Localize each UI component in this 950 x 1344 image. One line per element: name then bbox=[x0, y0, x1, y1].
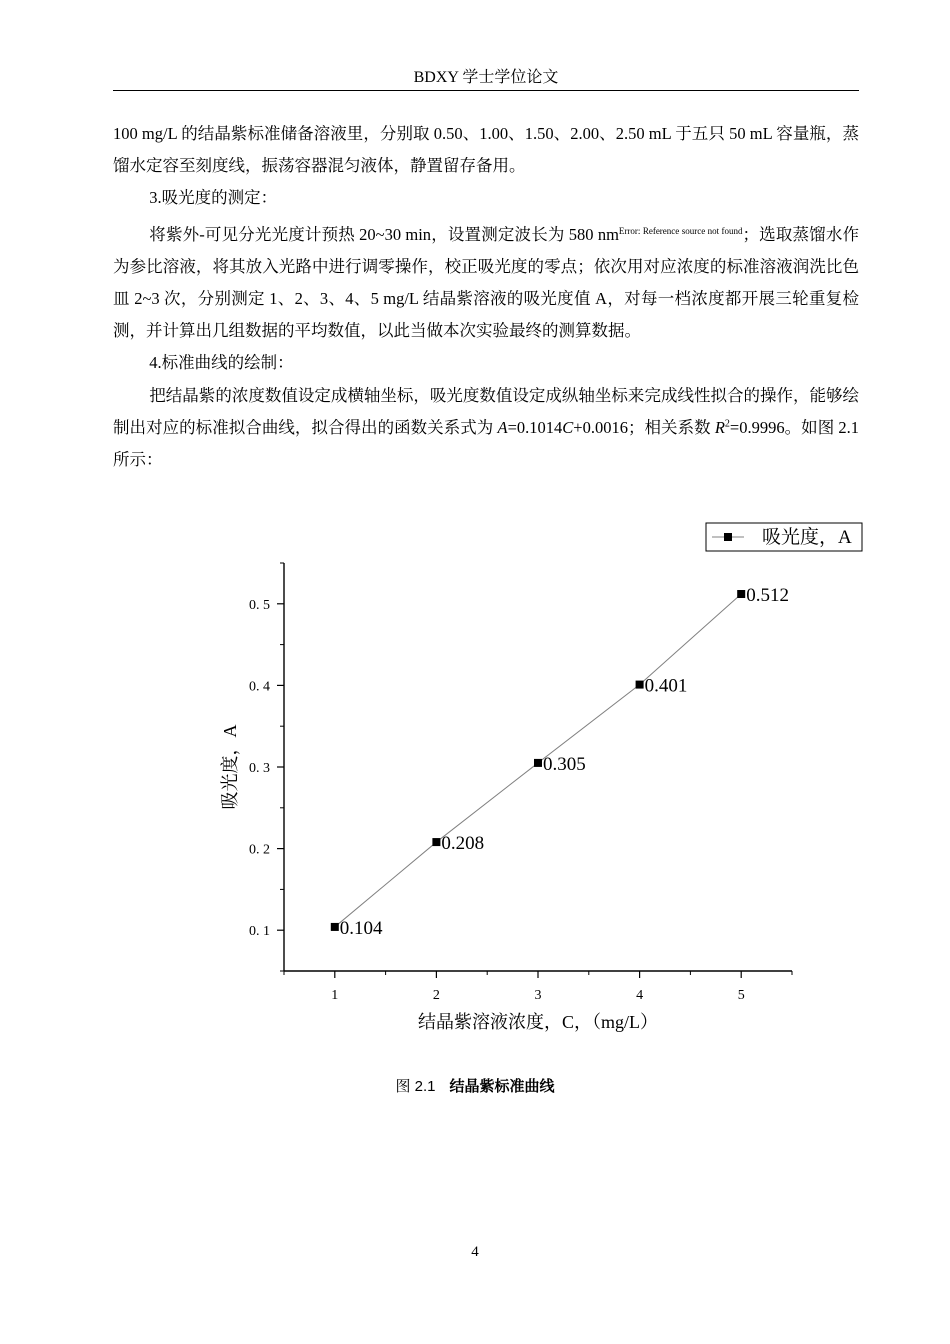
data-label: 0.104 bbox=[339, 917, 383, 939]
body-text bbox=[113, 118, 859, 476]
section-heading-4: 4.标准曲线的绘制： bbox=[149, 353, 294, 373]
legend-marker bbox=[724, 533, 732, 541]
paragraph-2 bbox=[113, 215, 859, 348]
legend-label: 吸光度，A bbox=[762, 527, 852, 548]
figure-caption bbox=[0, 1075, 950, 1096]
y-tick-label: 0. 2 bbox=[249, 842, 270, 858]
standard-curve-chart bbox=[200, 515, 870, 1045]
x-tick-label: 1 bbox=[331, 988, 339, 1003]
paragraph-2-part-b: ；选取蒸馏水作为参比溶液，将其放入光路中进行调零操作，校正吸光度的零点；依次用对应浓度的标准溶液润洗比色皿 2~3 次，分别测定 1、2、3、4、5 mg/L 结晶紫溶液的吸光度值 A，对每一档浓度都开展三轮重复检测，并计算出几组数据的平均数值，以此当做本次实验最终的测算数据。 bbox=[113, 224, 859, 341]
y-tick-label: 0. 5 bbox=[249, 597, 270, 613]
data-point-marker bbox=[737, 590, 745, 598]
chart-svg bbox=[200, 515, 870, 1045]
r-squared-exponent: 2 bbox=[724, 418, 730, 430]
data-point-marker bbox=[534, 759, 542, 767]
data-point-marker bbox=[432, 838, 440, 846]
x-axis-title: 结晶紫溶液浓度，C，（mg/L） bbox=[417, 1012, 659, 1032]
y-tick-label: 0. 3 bbox=[249, 761, 270, 776]
x-tick-label: 2 bbox=[432, 988, 440, 1003]
reference-error: Error: Reference source not found bbox=[618, 225, 743, 236]
equation-end: +0.0016；相关系数 bbox=[573, 417, 715, 437]
equation-mid: =0.1014 bbox=[507, 417, 563, 437]
r-squared-var: R bbox=[714, 417, 725, 437]
equation-var-c: C bbox=[562, 417, 574, 437]
data-label: 0.512 bbox=[746, 585, 789, 607]
data-point-marker bbox=[636, 681, 644, 689]
y-tick-label: 0. 1 bbox=[249, 924, 270, 940]
data-label: 0.305 bbox=[543, 753, 586, 775]
paragraph-2-part-a: 将紫外-可见分光光度计预热 20~30 min，设置测定波长为 580 nm bbox=[149, 224, 619, 244]
equation-var-a: A bbox=[497, 417, 508, 437]
x-tick-label: 4 bbox=[636, 988, 644, 1003]
x-tick-label: 3 bbox=[534, 988, 542, 1003]
y-tick-label: 0. 4 bbox=[249, 679, 270, 695]
paragraph-1: 100 mg/L 的结晶紫标准储备溶液里，分别取 0.50、1.00、1.50、2.00、2.50 mL 于五只 50 mL 容量瓶，蒸馏水定容至刻度线，振荡容器混匀液体，静置留存备用。 bbox=[113, 124, 859, 176]
figure-title: 结晶紫标准曲线 bbox=[449, 1077, 555, 1095]
paragraph-3 bbox=[113, 380, 859, 477]
paragraph-3-end: =0.9996。如图 2.1 所示： bbox=[113, 417, 860, 470]
x-tick-label: 5 bbox=[737, 988, 745, 1003]
data-point-marker bbox=[331, 923, 339, 931]
data-label: 0.401 bbox=[644, 675, 688, 697]
y-axis-title: 吸光度，A bbox=[220, 724, 240, 810]
page-number: 4 bbox=[471, 1244, 479, 1260]
data-label: 0.208 bbox=[441, 833, 485, 855]
header-title: BDXY 学士学位论文 bbox=[413, 69, 559, 86]
page-header bbox=[113, 66, 859, 91]
figure-number: 图 2.1 bbox=[395, 1078, 436, 1095]
paragraph-3-part-a: 把结晶紫的浓度数值设定成横轴坐标，吸光度数值设定成纵轴坐标来完成线性拟合的操作，能够绘制出对应的标准拟合曲线，拟合得出的函数关系式为 bbox=[113, 385, 859, 437]
section-heading-3: 3.吸光度的测定： bbox=[149, 188, 278, 208]
